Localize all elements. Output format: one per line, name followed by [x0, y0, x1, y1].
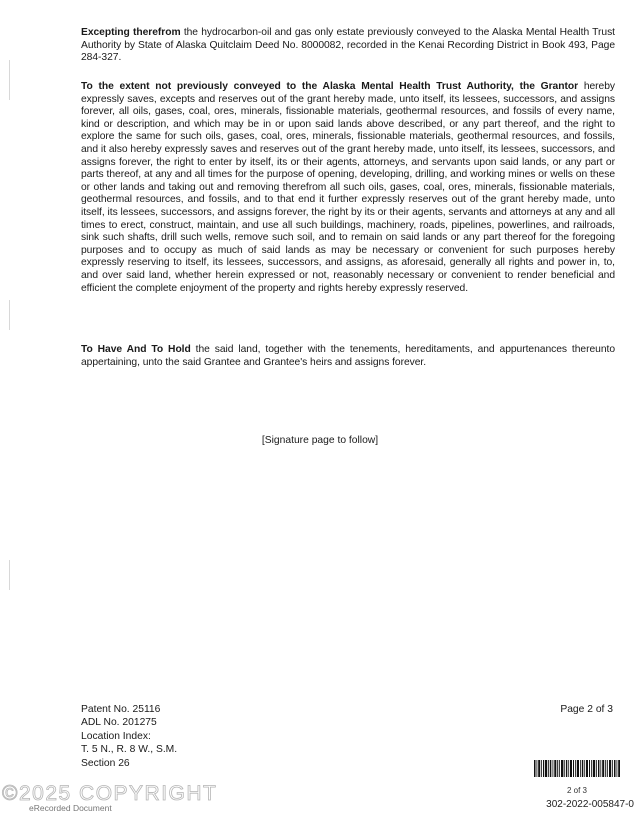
exception-lead: Excepting therefrom [81, 27, 181, 38]
page-number: Page 2 of 3 [560, 704, 613, 715]
scan-mark [9, 560, 10, 590]
scan-mark [9, 60, 10, 100]
reservation-text: hereby expressly saves, excepts and reserves out of the grant hereby made, unto itself, its lessees, successors, and assigns forever, all oils, gases, coal, ores, minerals, fissionable materials, geothermal resources, and fossils of every name, kind or description, and which may be in or upon said lands above described, or any part thereof, and the right to explore the same for such oils, gases, coal, ores, minerals, fissionable materials, geothermal resources, and fossils, and it also hereby expressly saves and reserves out of the grant hereby made, unto itself, its lessees, successors, and assigns forever, the right to enter by itself, its or their agents, attorneys, and servants upon said lands, or any part or parts thereof, at any and all times for the purpose of opening, developing, drilling, and working mines or wells on these or other lands and taking out and removing therefrom all such oils, gases, coal, ores, minerals, fissionable materials, geothermal resources, and fossils, and to that end it further expressly reserves out of the grant hereby made, unto itself, its lessees, successors, and assigns forever, the right by its or their agents, servants and attorneys at any and all times to erect, construct, maintain, and use all such buildings, machinery, roads, pipelines, powerlines, and railroads, sink such shafts, drill such wells, remove such soil, and to remain on said lands or any part thereof for the foregoing purposes and to occupy as much of said lands as may be necessary or convenient for such purposes hereby expressly reserving to itself, its lessees, successors, and assigns, as aforesaid, generally all rights and power in, to, and over said land, whether herein expressed or not, reasonably necessary or convenient to render beneficial and efficient the complete enjoyment of the property and rights hereby expressly reserved. [81, 81, 615, 294]
habendum-paragraph [81, 344, 615, 369]
adl-number: ADL No. 201275 [81, 717, 157, 729]
barcode-caption: 2 of 3 [566, 786, 587, 795]
footer-legal-description [81, 703, 177, 770]
habendum-text: the said land, together with the tenements, hereditaments, and appurtenances thereunto appertaining, unto the said Grantee and Grantee's heirs and assigns forever. [81, 344, 615, 368]
copyright-watermark: ©2025 COPYRIGHT [2, 782, 218, 805]
scan-mark [9, 300, 10, 330]
recording-document-number: 302-2022-005847-0 [546, 799, 634, 810]
township-range: T. 5 N., R. 8 W., S.M. [81, 744, 178, 756]
erecorded-label: eRecorded Document [29, 803, 112, 813]
reservation-paragraph [81, 81, 615, 295]
barcode-icon [534, 760, 620, 777]
habendum-lead: To Have And To Hold [81, 344, 191, 355]
section-number: Section 26 [81, 757, 130, 769]
exception-text: the hydrocarbon-oil and gas only estate previously conveyed to the Alaska Mental Health Trust Authority by State of Alaska Quitclaim Deed No. 8000082, recorded in the Kenai Recording District in Book 493, Page 284-327. [81, 27, 615, 64]
location-index-label: Location Index: [81, 730, 151, 742]
reservation-lead: To the extent not previously conveyed to the Alaska Mental Health Trust Authority, the Grantor [81, 81, 579, 92]
patent-number: Patent No. 25116 [81, 704, 161, 715]
exception-paragraph [81, 27, 615, 65]
signature-note: [Signature page to follow] [261, 435, 379, 446]
